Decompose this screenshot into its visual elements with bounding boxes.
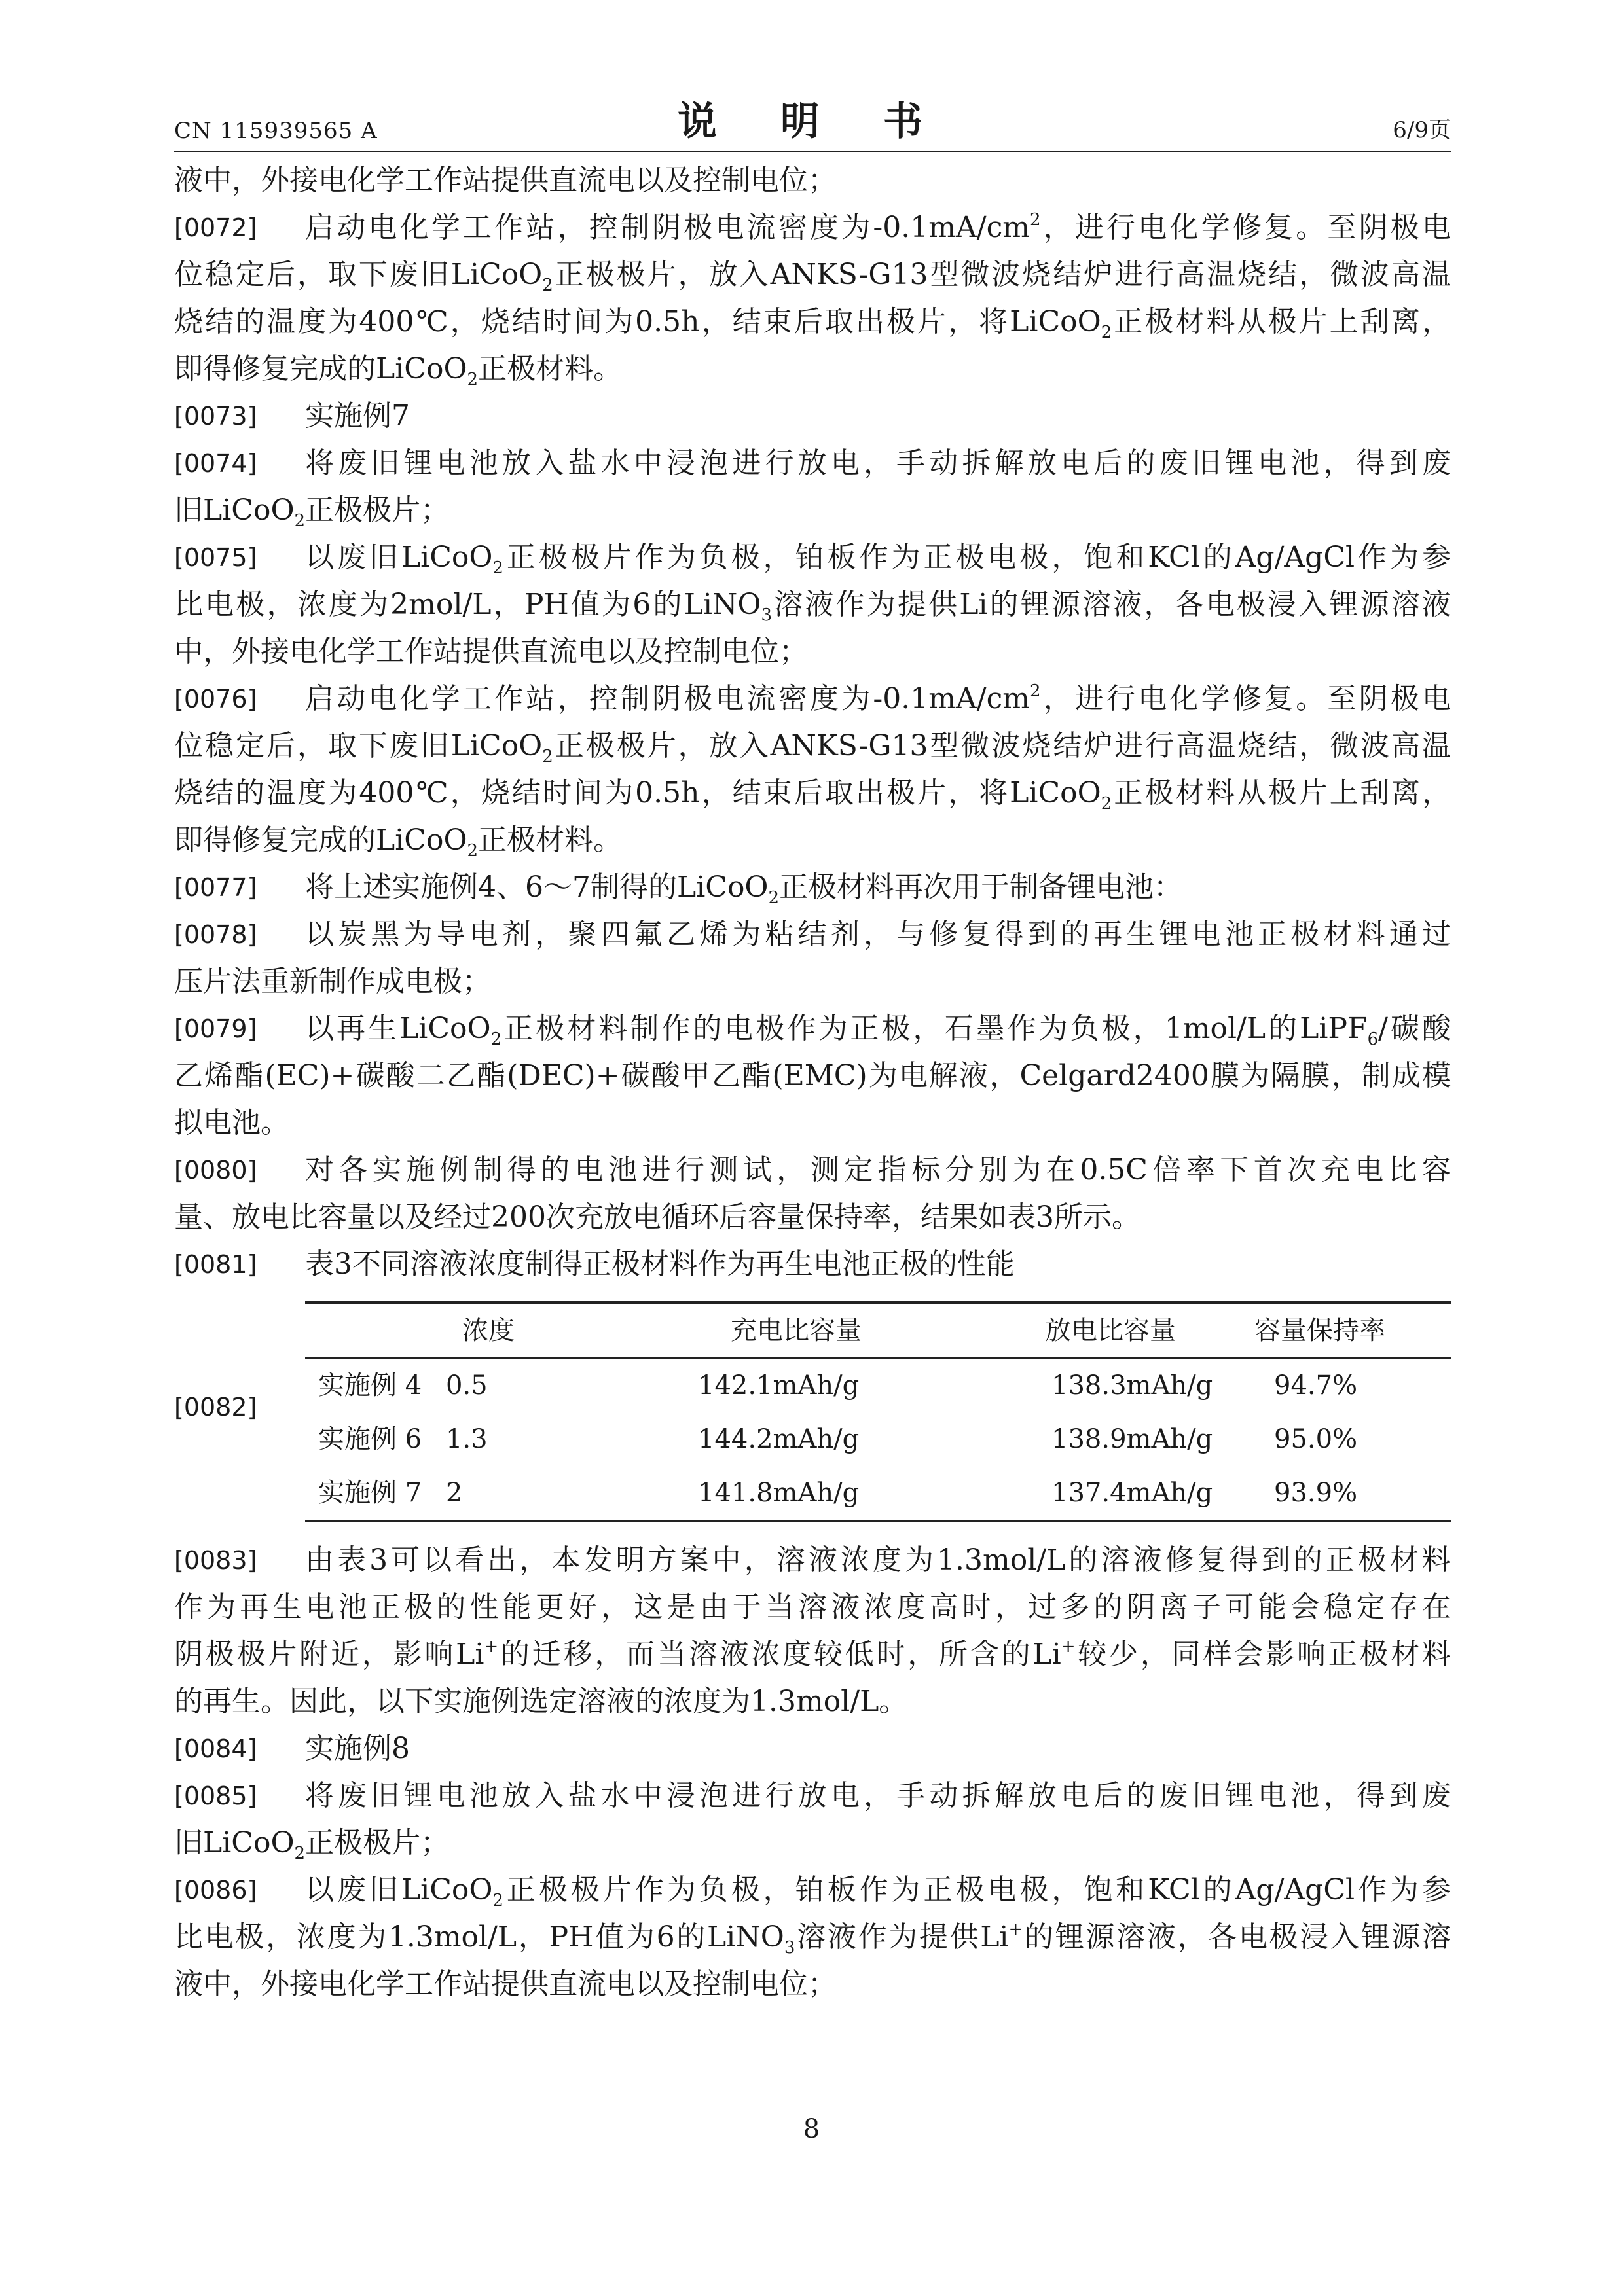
paragraph-0074-line-1: [0074] 将废旧锂电池放入盐水中浸泡进行放电，手动拆解放电后的废旧锂电池，得到废 [174,440,1451,487]
paragraph-number: [0081] [174,1250,257,1279]
paragraph-0078-line-2: 压片法重新制作成电极； [174,965,491,998]
paragraph-0083-line-3: 阴极极片附近，影响Li+的迁移，而当溶液浓度较低时，所含的Li+较少，同样会影响正极材料 [174,1637,1451,1671]
paragraph-0072-line-2: 位稳定后，取下废旧LiCoO$_2$正极极片，放入ANKS-G13型微波烧结炉进行高温烧结，微波高温 [174,258,1451,295]
page-indicator: 6/9页 [1393,117,1451,143]
table-cell: 137.4mAh/g [1051,1478,1213,1508]
paragraph-0076-line-1: [0076] 启动电化学工作站，控制阴极电流密度为$-0.1mA/cm^2$，进行电化学修复。至阴极电 [174,675,1451,723]
paragraph-0078-line-1: [0078] 以炭黑为导电剂，聚四氟乙烯为粘结剂，与修复得到的再生锂电池正极材料通过 [174,911,1451,958]
table-cell: 94.7% [1274,1371,1358,1401]
paragraph-number: [0082] [174,1393,257,1422]
paragraph-0086-line-1: [0086] 以废旧LiCoO$_2$正极极片作为负极，铂板作为正极电极，饱和KCl的Ag/AgCl作为参 [174,1867,1451,1914]
table-header: 充电比容量 [731,1316,862,1346]
table-header: 容量保持率 [1254,1316,1385,1346]
table-cell: 0.5 [446,1371,488,1401]
paragraph-0072-line-1: [0072] 启动电化学工作站，控制阴极电流密度为$-0.1mA/cm^2$，进行电化学修复。至阴极电 [174,204,1451,251]
paragraph-number: [0080] [174,1156,257,1185]
paragraph-0071-tail: 液中，外接电化学工作站提供直流电以及控制电位； [174,164,837,197]
performance-table [305,1301,1451,1522]
paragraph-0085-line-2: 旧LiCoO$_2$正极极片； [174,1826,450,1863]
paragraph-0083-line-2: 作为再生电池正极的性能更好，这是由于当溶液浓度高时，过多的阴离子可能会稳定存在 [174,1590,1451,1624]
table-cell: 实施例 4 [318,1371,422,1401]
paragraph-number: [0077] [174,873,257,902]
paragraph-number: [0086] [174,1876,257,1905]
doc-title: 说 明 书 [678,99,947,145]
page-number: 8 [803,2114,820,2144]
paragraph-0076-line-4: 即得修复完成的LiCoO$_2$正极材料。 [174,823,623,861]
table-caption: 表3不同溶液浓度制得正极材料作为再生电池正极的性能 [305,1247,1015,1281]
page-header [174,98,1451,151]
paragraph-0075-line-3: 中，外接电化学工作站提供直流电以及控制电位； [174,635,808,668]
paragraph-0084: [0084] 实施例8 [174,1725,1451,1772]
paragraph-0086-line-3: 液中，外接电化学工作站提供直流电以及控制电位； [174,1967,837,2001]
paragraph-number: [0079] [174,1014,257,1043]
table-header: 放电比容量 [1045,1316,1176,1346]
paragraph-number: [0076] [174,685,257,713]
paragraph-number: [0078] [174,920,257,949]
paragraph-number: [0085] [174,1782,257,1810]
paragraph-0086-line-2: 比电极，浓度为1.3mol/L，PH值为6的LiNO$_3$溶液作为提供Li+的锂源溶液，各电极浸入锂源溶 [174,1920,1451,1958]
document-body [174,157,1451,2008]
paragraph-0085-line-1: [0085] 将废旧锂电池放入盐水中浸泡进行放电，手动拆解放电后的废旧锂电池，得到废 [174,1772,1451,1820]
table-cell: 142.1mAh/g [698,1371,860,1401]
table-row [305,1359,1451,1412]
paragraph-number: [0083] [174,1546,257,1575]
table-header-row [305,1304,1451,1359]
paragraph-0075-line-1: [0075] 以废旧LiCoO$_2$正极极片作为负极，铂板作为正极电极，饱和KCl的Ag/AgCl作为参 [174,534,1451,581]
table-cell: 141.8mAh/g [698,1478,860,1508]
paragraph-0072-line-4: 即得修复完成的LiCoO$_2$正极材料。 [174,352,623,389]
table-cell: 实施例 7 [318,1478,422,1508]
paragraph-number: [0084] [174,1734,257,1763]
paragraph-number: [0073] [174,402,257,431]
paragraph-0073: [0073] 实施例7 [174,393,1451,440]
paragraph-0080-line-1: [0080] 对各实施例制得的电池进行测试，测定指标分别为在0.5C倍率下首次充电比容 [174,1147,1451,1194]
paragraph-0079-line-1: [0079] 以再生LiCoO$_2$正极材料制作的电极作为正极，石墨作为负极，1mol/L的LiPF$_6$/碳酸 [174,1005,1451,1052]
paragraph-0072-line-3: 烧结的温度为400℃，烧结时间为0.5h，结束后取出极片，将LiCoO$_2$正极材料从极片上刮离， [174,305,1451,342]
table-row [305,1412,1451,1466]
paragraph-0075-line-2: 比电极，浓度为2mol/L，PH值为6的LiNO$_3$溶液作为提供Li的锂源溶液，各电极浸入锂源溶液 [174,588,1451,625]
table-cell: 1.3 [446,1424,488,1454]
table-cell: 138.9mAh/g [1051,1424,1213,1454]
paragraph-0079-line-3: 拟电池。 [174,1106,289,1139]
table-header: 浓度 [462,1316,515,1346]
paragraph-0082 [174,1288,1451,1537]
paragraph-0081 [174,1241,1451,1288]
paragraph-0079-line-2: 乙烯酯(EC)+碳酸二乙酯(DEC)+碳酸甲乙酯(EMC)为电解液，Celgard2400膜为隔膜，制成模 [174,1059,1451,1092]
paragraph-number: [0075] [174,543,257,572]
table-cell: 95.0% [1274,1424,1358,1454]
table-cell: 2 [446,1478,463,1508]
doc-number: CN 115939565 A [174,118,378,144]
table-cell: 93.9% [1274,1478,1358,1508]
header-rule [174,151,1451,152]
table-row [305,1466,1451,1520]
paragraph-0083-line-1: [0083] 由表3可以看出，本发明方案中，溶液浓度为1.3mol/L的溶液修复得到的正极材料 [174,1537,1451,1584]
paragraph-0083-line-4: 的再生。因此，以下实施例选定溶液的浓度为1.3mol/L。 [174,1685,908,1718]
table-cell: 138.3mAh/g [1051,1371,1213,1401]
paragraph-0077: [0077] 将上述实施例4、6～7制得的LiCoO$_2$正极材料再次用于制备锂电池： [174,864,1451,911]
paragraph-0074-line-2: 旧LiCoO$_2$正极极片； [174,493,450,531]
table-cell: 144.2mAh/g [698,1424,860,1454]
paragraph-0076-line-2: 位稳定后，取下废旧LiCoO$_2$正极极片，放入ANKS-G13型微波烧结炉进行高温烧结，微波高温 [174,729,1451,766]
table-cell: 实施例 6 [318,1424,422,1454]
paragraph-0080-line-2: 量、放电比容量以及经过200次充放电循环后容量保持率，结果如表3所示。 [174,1200,1140,1234]
paragraph-0076-line-3: 烧结的温度为400℃，烧结时间为0.5h，结束后取出极片，将LiCoO$_2$正极材料从极片上刮离， [174,776,1451,814]
paragraph-number: [0072] [174,213,257,242]
paragraph-number: [0074] [174,449,257,478]
